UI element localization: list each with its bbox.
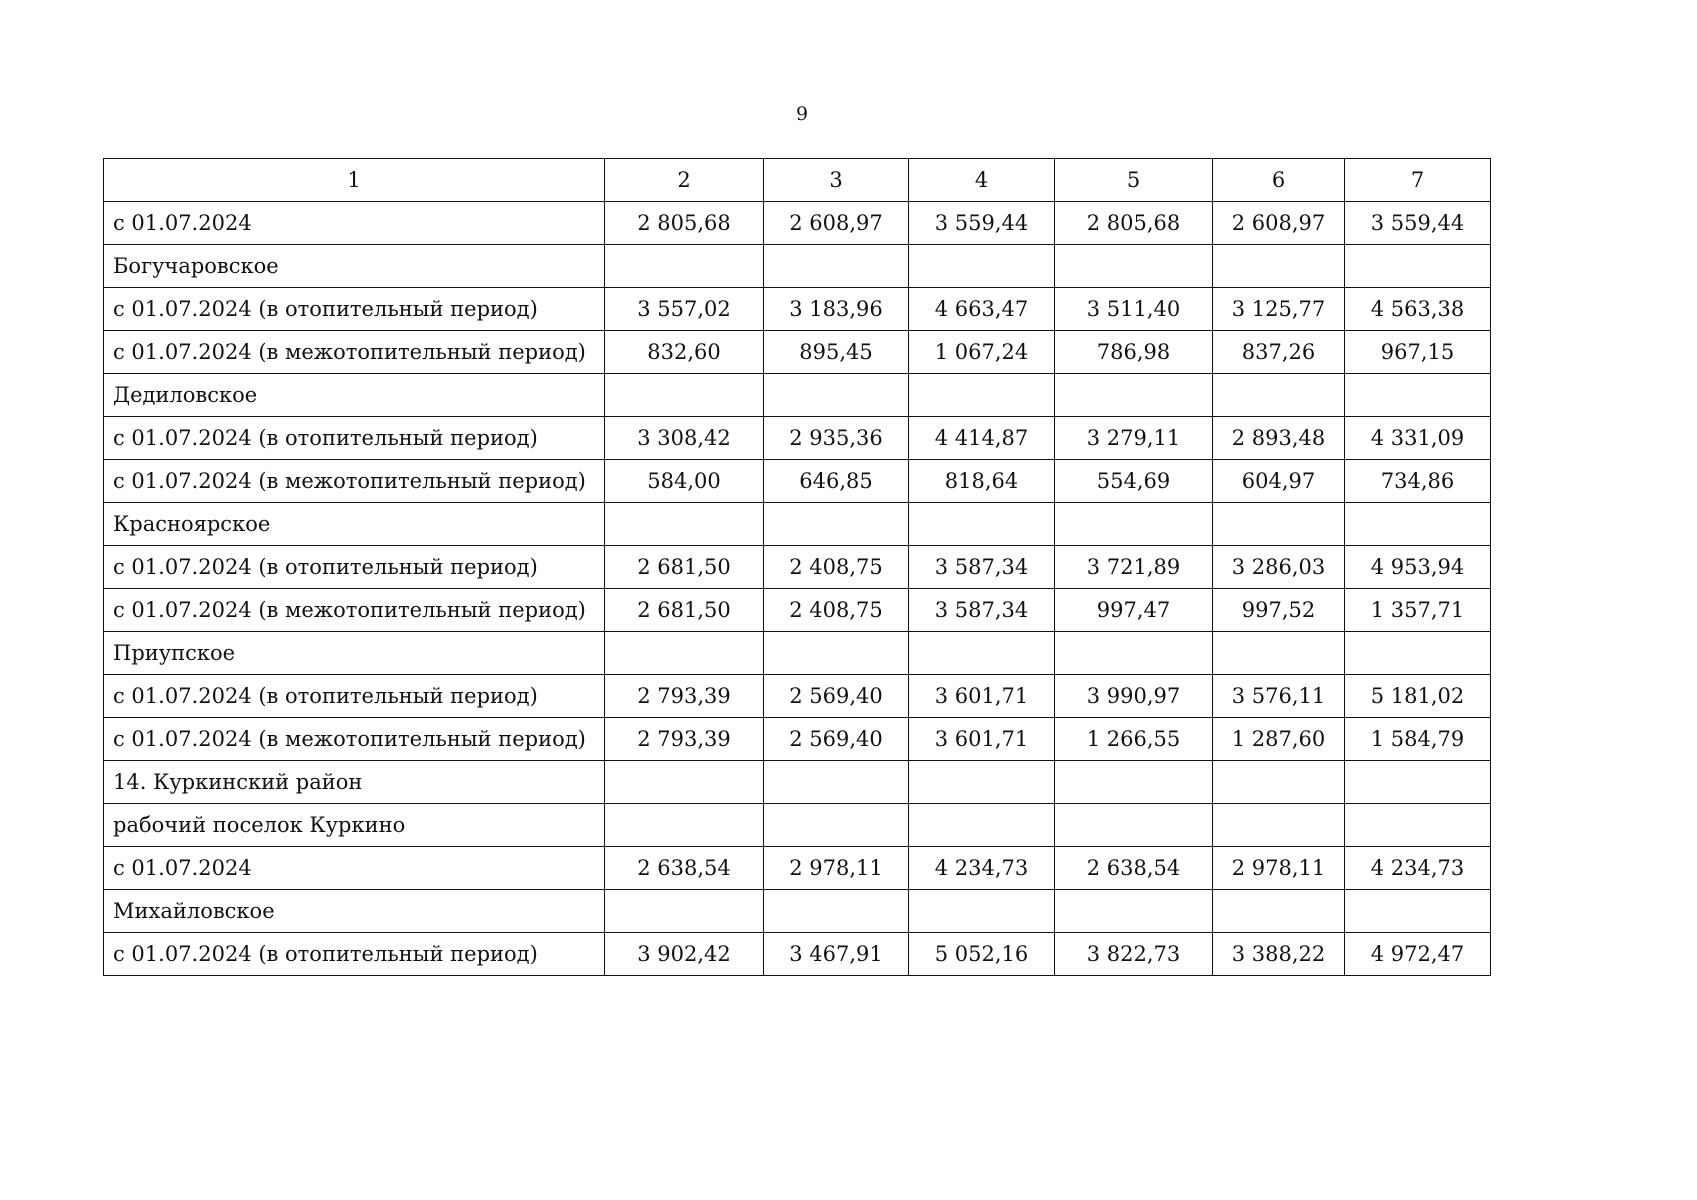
row-label: 14. Куркинский район [104, 761, 605, 804]
tariff-value-cell: 5 052,16 [909, 933, 1055, 976]
tariff-value-cell: 3 902,42 [605, 933, 764, 976]
tariff-value-cell [1213, 761, 1345, 804]
tariff-value-cell: 2 408,75 [764, 546, 909, 589]
tariff-value-cell: 3 467,91 [764, 933, 909, 976]
tariff-value-cell: 3 511,40 [1055, 288, 1213, 331]
tariff-value-cell: 3 601,71 [909, 675, 1055, 718]
tariff-value-cell [1055, 890, 1213, 933]
row-label: Красноярское [104, 503, 605, 546]
tariff-value-cell [605, 804, 764, 847]
tariff-value-cell [909, 503, 1055, 546]
tariff-value-cell: 997,52 [1213, 589, 1345, 632]
column-number: 1 [104, 159, 605, 202]
tariff-value-cell [1345, 245, 1491, 288]
row-label: с 01.07.2024 (в межотопительный период) [104, 589, 605, 632]
column-number: 5 [1055, 159, 1213, 202]
column-number: 3 [764, 159, 909, 202]
table-row [104, 331, 1491, 374]
tariff-value-cell: 4 663,47 [909, 288, 1055, 331]
tariff-value-cell: 3 559,44 [909, 202, 1055, 245]
tariff-value-cell [1213, 374, 1345, 417]
tariff-value-cell [1213, 890, 1345, 933]
tariff-value-cell: 967,15 [1345, 331, 1491, 374]
tariff-value-cell: 2 935,36 [764, 417, 909, 460]
tariff-value-cell: 4 414,87 [909, 417, 1055, 460]
tariff-value-cell: 3 183,96 [764, 288, 909, 331]
tariff-value-cell: 4 331,09 [1345, 417, 1491, 460]
tariff-value-cell: 3 601,71 [909, 718, 1055, 761]
tariff-value-cell: 2 805,68 [605, 202, 764, 245]
row-label: с 01.07.2024 (в отопительный период) [104, 546, 605, 589]
tariff-value-cell: 3 721,89 [1055, 546, 1213, 589]
row-label: Богучаровское [104, 245, 605, 288]
tariff-value-cell [909, 890, 1055, 933]
table-row [104, 761, 1491, 804]
tariff-value-cell [605, 761, 764, 804]
tariff-value-cell: 2 793,39 [605, 675, 764, 718]
tariff-value-cell: 1 266,55 [1055, 718, 1213, 761]
tariff-value-cell [1345, 804, 1491, 847]
tariff-value-cell [605, 374, 764, 417]
row-label: с 01.07.2024 [104, 847, 605, 890]
row-label: с 01.07.2024 [104, 202, 605, 245]
tariff-value-cell [764, 503, 909, 546]
row-label: с 01.07.2024 (в межотопительный период) [104, 718, 605, 761]
column-number: 4 [909, 159, 1055, 202]
table-row [104, 804, 1491, 847]
tariff-value-cell: 734,86 [1345, 460, 1491, 503]
tariff-value-cell: 3 308,42 [605, 417, 764, 460]
tariff-table [103, 158, 1491, 976]
page-number: 9 [795, 103, 809, 125]
table-row [104, 632, 1491, 675]
tariff-value-cell: 1 067,24 [909, 331, 1055, 374]
tariff-value-cell: 554,69 [1055, 460, 1213, 503]
tariff-value-cell: 3 587,34 [909, 589, 1055, 632]
tariff-value-cell [909, 374, 1055, 417]
table-row [104, 890, 1491, 933]
tariff-value-cell [764, 890, 909, 933]
tariff-value-cell [764, 245, 909, 288]
tariff-value-cell: 4 972,47 [1345, 933, 1491, 976]
table-row [104, 460, 1491, 503]
table-row [104, 589, 1491, 632]
tariff-value-cell [1345, 761, 1491, 804]
column-number: 2 [605, 159, 764, 202]
tariff-value-cell: 1 287,60 [1213, 718, 1345, 761]
tariff-value-cell [1213, 804, 1345, 847]
tariff-value-cell: 3 557,02 [605, 288, 764, 331]
tariff-value-cell: 2 608,97 [1213, 202, 1345, 245]
tariff-value-cell: 2 569,40 [764, 718, 909, 761]
tariff-value-cell: 4 234,73 [1345, 847, 1491, 890]
row-label: с 01.07.2024 (в отопительный период) [104, 675, 605, 718]
tariff-value-cell [1055, 374, 1213, 417]
tariff-value-cell: 895,45 [764, 331, 909, 374]
tariff-value-cell: 4 953,94 [1345, 546, 1491, 589]
tariff-value-cell: 2 681,50 [605, 546, 764, 589]
tariff-value-cell: 2 638,54 [605, 847, 764, 890]
tariff-value-cell: 3 822,73 [1055, 933, 1213, 976]
tariff-value-cell: 818,64 [909, 460, 1055, 503]
row-label: с 01.07.2024 (в межотопительный период) [104, 460, 605, 503]
tariff-value-cell: 2 805,68 [1055, 202, 1213, 245]
tariff-value-cell [764, 804, 909, 847]
row-label: рабочий поселок Куркино [104, 804, 605, 847]
tariff-value-cell: 4 563,38 [1345, 288, 1491, 331]
tariff-value-cell: 997,47 [1055, 589, 1213, 632]
tariff-value-cell [1213, 503, 1345, 546]
tariff-value-cell: 5 181,02 [1345, 675, 1491, 718]
column-number-row [104, 159, 1491, 202]
row-label: с 01.07.2024 (в отопительный период) [104, 288, 605, 331]
tariff-value-cell: 646,85 [764, 460, 909, 503]
tariff-value-cell: 4 234,73 [909, 847, 1055, 890]
tariff-value-cell: 584,00 [605, 460, 764, 503]
tariff-value-cell [605, 632, 764, 675]
tariff-value-cell: 3 286,03 [1213, 546, 1345, 589]
tariff-value-cell [909, 804, 1055, 847]
tariff-value-cell [1345, 374, 1491, 417]
row-label: с 01.07.2024 (в отопительный период) [104, 933, 605, 976]
tariff-value-cell [909, 245, 1055, 288]
tariff-value-cell: 1 357,71 [1345, 589, 1491, 632]
tariff-value-cell: 3 576,11 [1213, 675, 1345, 718]
tariff-value-cell: 2 569,40 [764, 675, 909, 718]
tariff-value-cell: 2 638,54 [1055, 847, 1213, 890]
tariff-value-cell [1055, 503, 1213, 546]
tariff-value-cell: 3 587,34 [909, 546, 1055, 589]
table-row [104, 417, 1491, 460]
tariff-value-cell [605, 245, 764, 288]
tariff-value-cell [1213, 245, 1345, 288]
tariff-value-cell [1055, 632, 1213, 675]
column-number: 7 [1345, 159, 1491, 202]
row-label: Михайловское [104, 890, 605, 933]
tariff-value-cell [605, 890, 764, 933]
row-label: с 01.07.2024 (в межотопительный период) [104, 331, 605, 374]
table-row [104, 933, 1491, 976]
tariff-value-cell: 1 584,79 [1345, 718, 1491, 761]
tariff-value-cell: 2 978,11 [764, 847, 909, 890]
tariff-value-cell [1345, 632, 1491, 675]
tariff-value-cell: 2 608,97 [764, 202, 909, 245]
table-row [104, 675, 1491, 718]
tariff-value-cell [1055, 761, 1213, 804]
tariff-value-cell [909, 632, 1055, 675]
table-row [104, 847, 1491, 890]
table-row [104, 245, 1491, 288]
tariff-value-cell [764, 761, 909, 804]
tariff-value-cell: 2 681,50 [605, 589, 764, 632]
tariff-value-cell [1055, 245, 1213, 288]
row-label: Дедиловское [104, 374, 605, 417]
table-row [104, 503, 1491, 546]
table-body [104, 159, 1491, 976]
tariff-value-cell: 3 990,97 [1055, 675, 1213, 718]
tariff-value-cell [1345, 503, 1491, 546]
tariff-value-cell [1055, 804, 1213, 847]
tariff-value-cell: 2 978,11 [1213, 847, 1345, 890]
tariff-value-cell [909, 761, 1055, 804]
tariff-value-cell: 3 125,77 [1213, 288, 1345, 331]
table-row [104, 202, 1491, 245]
table-row [104, 288, 1491, 331]
tariff-value-cell [605, 503, 764, 546]
tariff-value-cell: 2 893,48 [1213, 417, 1345, 460]
tariff-value-cell: 786,98 [1055, 331, 1213, 374]
table-row [104, 374, 1491, 417]
tariff-value-cell [1213, 632, 1345, 675]
tariff-value-cell [764, 374, 909, 417]
table-row [104, 718, 1491, 761]
tariff-value-cell [1345, 890, 1491, 933]
tariff-value-cell: 604,97 [1213, 460, 1345, 503]
tariff-value-cell: 832,60 [605, 331, 764, 374]
row-label: Приупское [104, 632, 605, 675]
tariff-value-cell: 837,26 [1213, 331, 1345, 374]
tariff-value-cell [764, 632, 909, 675]
row-label: с 01.07.2024 (в отопительный период) [104, 417, 605, 460]
table-row [104, 546, 1491, 589]
tariff-value-cell: 3 279,11 [1055, 417, 1213, 460]
column-number: 6 [1213, 159, 1345, 202]
tariff-value-cell: 2 408,75 [764, 589, 909, 632]
tariff-value-cell: 3 388,22 [1213, 933, 1345, 976]
tariff-value-cell: 3 559,44 [1345, 202, 1491, 245]
tariff-value-cell: 2 793,39 [605, 718, 764, 761]
